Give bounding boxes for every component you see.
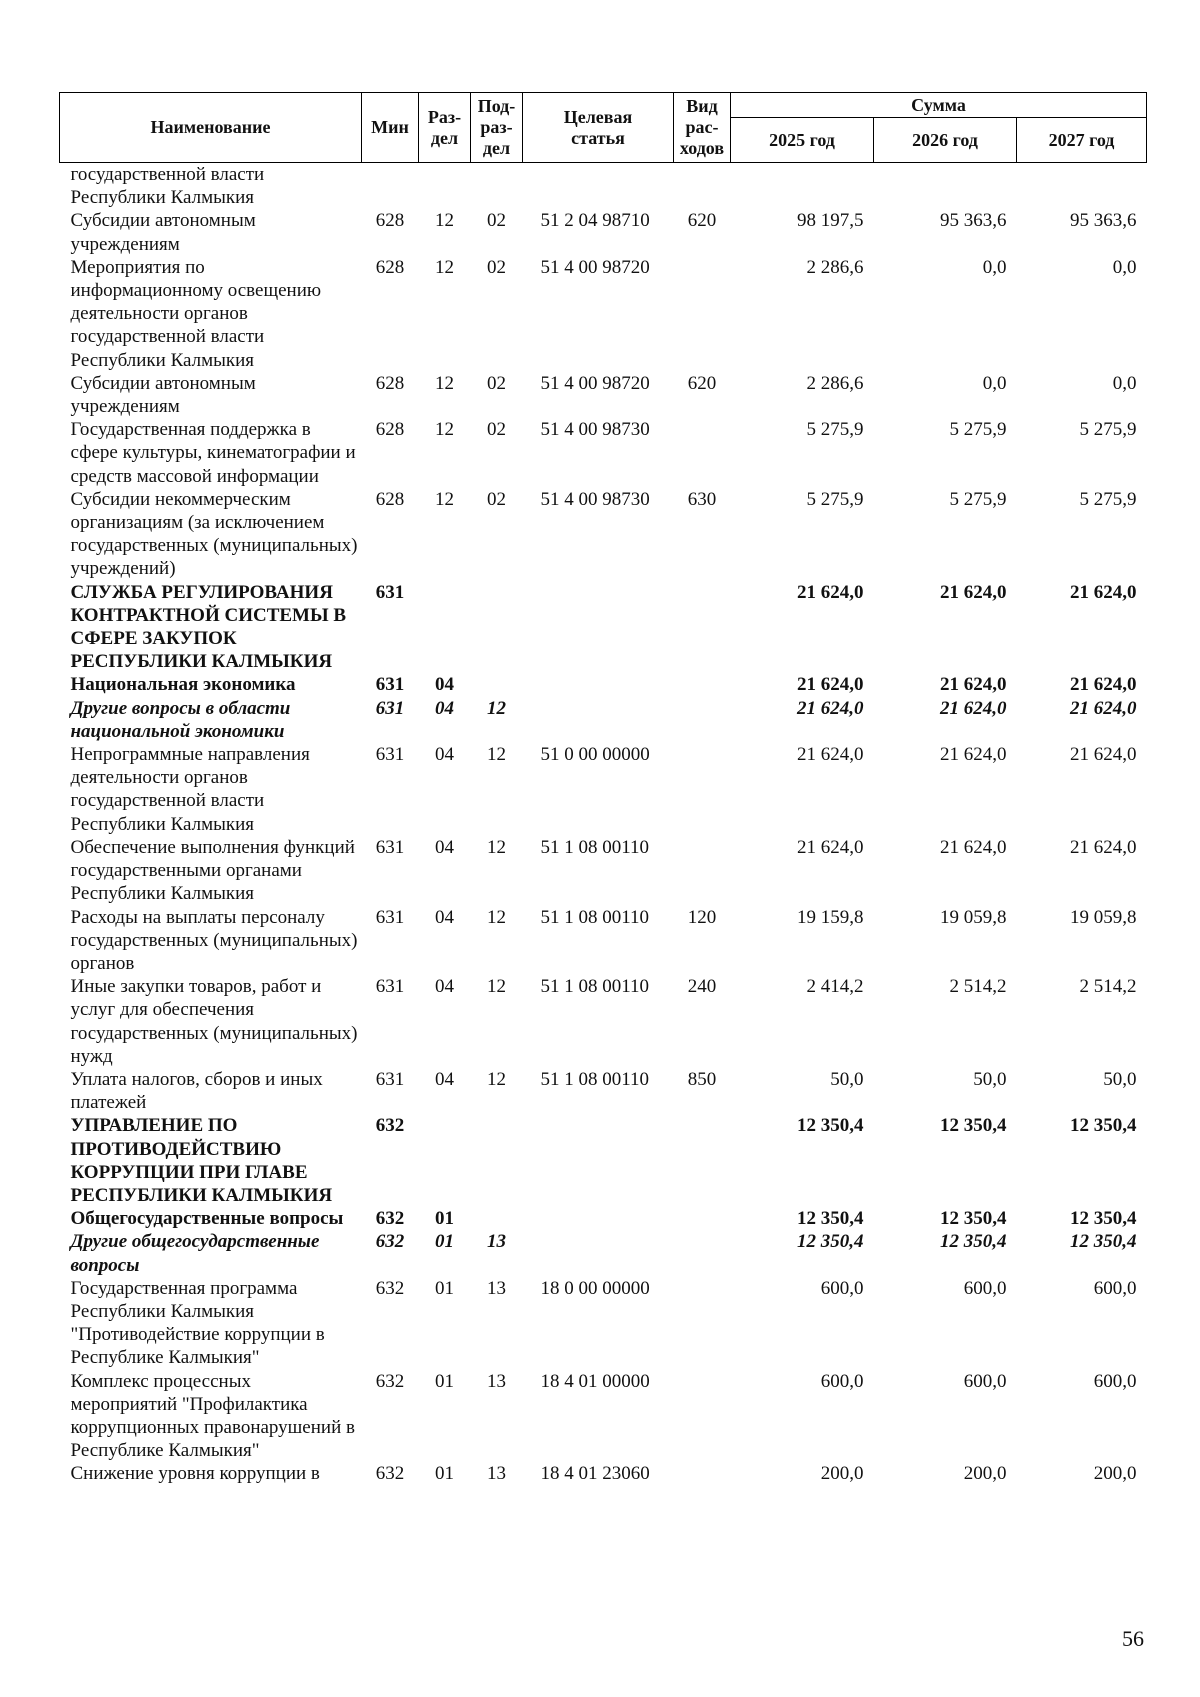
cell-sum-2025: 2 286,6 xyxy=(806,372,864,394)
cell-sum-2026: 21 624,0 xyxy=(940,581,1007,603)
header-vid: Вид рас- ходов xyxy=(674,93,731,163)
cell-razdel: 12 xyxy=(435,372,454,394)
cell-sum-2025 xyxy=(731,163,874,210)
cell-sum-2026: 12 350,4 xyxy=(940,1115,1007,1137)
table-row xyxy=(60,488,1147,581)
cell-podrazdel: 02 xyxy=(487,419,506,441)
header-podrazdel: Под- раз- дел xyxy=(471,93,523,163)
table-row xyxy=(60,1068,1147,1114)
cell-podrazdel: 12 xyxy=(487,836,506,858)
header-razdel: Раз- дел xyxy=(419,93,471,163)
cell-vid: 120 xyxy=(687,906,717,928)
cell-name: государственной власти Республики Калмыкия xyxy=(70,164,265,209)
cell-celevaya xyxy=(523,673,674,696)
cell-razdel: 04 xyxy=(435,744,454,766)
table-row xyxy=(60,1207,1147,1230)
cell-vid xyxy=(674,1207,731,1230)
table-row xyxy=(60,1370,1147,1463)
cell-sum-2027: 21 624,0 xyxy=(1070,697,1137,719)
cell-celevaya xyxy=(523,1230,674,1276)
cell-celevaya xyxy=(523,697,674,743)
cell-sum-2026: 600,0 xyxy=(963,1370,1007,1392)
table-body xyxy=(60,163,1147,1486)
table-header xyxy=(60,93,1147,163)
cell-name: Мероприятия по информационному освещению деятельности органов государственной власти Республики Калмыкия xyxy=(70,256,322,371)
cell-podrazdel: 12 xyxy=(487,906,506,928)
table-row xyxy=(60,256,1147,372)
cell-celevaya: 51 2 04 98710 xyxy=(540,210,650,232)
cell-podrazdel: 02 xyxy=(487,372,506,394)
cell-razdel: 04 xyxy=(435,976,454,998)
cell-vid: 620 xyxy=(687,372,717,394)
cell-sum-2027: 21 624,0 xyxy=(1070,836,1137,858)
cell-podrazdel: 02 xyxy=(487,488,506,510)
cell-sum-2026: 0,0 xyxy=(982,256,1007,278)
cell-min: 631 xyxy=(375,744,405,766)
cell-celevaya: 18 4 01 00000 xyxy=(540,1370,650,1392)
cell-podrazdel: 02 xyxy=(487,210,506,232)
cell-podrazdel: 12 xyxy=(487,697,506,719)
cell-sum-2026: 21 624,0 xyxy=(940,836,1007,858)
cell-vid xyxy=(674,1370,731,1463)
table-row xyxy=(60,697,1147,743)
cell-sum-2025: 200,0 xyxy=(820,1463,864,1485)
table-row xyxy=(60,1114,1147,1207)
cell-sum-2025: 12 350,4 xyxy=(797,1208,864,1230)
cell-sum-2025: 19 159,8 xyxy=(797,906,864,928)
page-number: 56 xyxy=(1122,1626,1144,1651)
cell-name: Расходы на выплаты персоналу государственных (муниципальных) органов xyxy=(70,906,358,974)
cell-razdel: 12 xyxy=(435,210,454,232)
cell-sum-2025: 600,0 xyxy=(820,1277,864,1299)
cell-razdel: 01 xyxy=(435,1463,454,1485)
cell-sum-2027 xyxy=(1017,163,1147,210)
cell-vid xyxy=(674,697,731,743)
cell-razdel: 01 xyxy=(435,1231,454,1253)
cell-celevaya: 51 1 08 00110 xyxy=(540,906,650,928)
cell-min: 631 xyxy=(375,906,405,928)
cell-min xyxy=(362,163,419,210)
cell-sum-2025: 21 624,0 xyxy=(797,581,864,603)
cell-sum-2026: 21 624,0 xyxy=(940,697,1007,719)
cell-min: 628 xyxy=(375,210,405,232)
cell-podrazdel: 12 xyxy=(487,976,506,998)
cell-razdel: 04 xyxy=(435,836,454,858)
cell-min: 628 xyxy=(375,419,405,441)
cell-min: 631 xyxy=(375,836,405,858)
cell-sum-2026: 12 350,4 xyxy=(940,1208,1007,1230)
cell-name: СЛУЖБА РЕГУЛИРОВАНИЯ КОНТРАКТНОЙ СИСТЕМЫ В СФЕРЕ ЗАКУПОК РЕСПУБЛИКИ КАЛМЫКИЯ xyxy=(70,581,347,673)
cell-sum-2027: 95 363,6 xyxy=(1070,210,1137,232)
cell-celevaya: 51 4 00 98720 xyxy=(540,372,650,394)
cell-podrazdel xyxy=(471,581,523,674)
cell-sum-2027: 5 275,9 xyxy=(1079,488,1137,510)
cell-name: Субсидии некоммерческим организациям (за исключением государственных (муниципальных) учреждений) xyxy=(70,488,358,580)
cell-celevaya: 18 0 00 00000 xyxy=(540,1277,650,1299)
cell-vid xyxy=(674,163,731,210)
cell-celevaya: 51 1 08 00110 xyxy=(540,836,650,858)
table-row xyxy=(60,581,1147,674)
cell-name: Непрограммные направления деятельности органов государственной власти Республики Калмыкия xyxy=(70,744,310,835)
cell-razdel: 04 xyxy=(435,1068,454,1090)
cell-razdel: 04 xyxy=(435,697,454,719)
cell-razdel: 04 xyxy=(435,674,454,696)
cell-name: Национальная экономика xyxy=(70,674,296,696)
cell-vid: 850 xyxy=(687,1068,717,1090)
cell-sum-2027: 21 624,0 xyxy=(1070,581,1137,603)
cell-sum-2026: 19 059,8 xyxy=(940,906,1007,928)
cell-celevaya xyxy=(523,1207,674,1230)
cell-sum-2026: 5 275,9 xyxy=(949,419,1007,441)
cell-razdel xyxy=(419,581,471,674)
cell-vid xyxy=(674,1462,731,1485)
cell-vid xyxy=(674,1277,731,1370)
header-year-2027: 2027 год xyxy=(1017,118,1147,163)
cell-podrazdel xyxy=(471,1114,523,1207)
cell-razdel xyxy=(419,163,471,210)
cell-sum-2026: 50,0 xyxy=(973,1068,1007,1090)
cell-vid xyxy=(674,673,731,696)
cell-podrazdel: 13 xyxy=(487,1370,506,1392)
cell-min: 628 xyxy=(375,256,405,278)
cell-sum-2026: 0,0 xyxy=(982,372,1007,394)
cell-podrazdel: 13 xyxy=(487,1277,506,1299)
cell-vid: 630 xyxy=(687,488,717,510)
cell-sum-2027: 200,0 xyxy=(1093,1463,1137,1485)
cell-podrazdel: 13 xyxy=(487,1463,506,1485)
cell-min: 632 xyxy=(375,1231,405,1253)
cell-vid: 240 xyxy=(687,976,717,998)
budget-table xyxy=(59,92,1147,1486)
cell-min: 631 xyxy=(375,674,405,696)
cell-sum-2026: 21 624,0 xyxy=(940,744,1007,766)
cell-celevaya: 18 4 01 23060 xyxy=(540,1463,650,1485)
cell-vid xyxy=(674,836,731,906)
cell-podrazdel xyxy=(471,163,523,210)
cell-razdel xyxy=(419,1114,471,1207)
cell-sum-2025: 21 624,0 xyxy=(797,836,864,858)
cell-name: Государственная поддержка в сфере культуры, кинематографии и средств массовой информации xyxy=(70,419,356,487)
table-row xyxy=(60,209,1147,255)
cell-celevaya: 51 4 00 98730 xyxy=(540,488,650,510)
cell-razdel: 01 xyxy=(435,1277,454,1299)
cell-sum-2026: 600,0 xyxy=(963,1277,1007,1299)
cell-min: 632 xyxy=(375,1115,405,1137)
cell-vid: 620 xyxy=(687,210,717,232)
cell-sum-2027: 600,0 xyxy=(1093,1370,1137,1392)
cell-razdel: 01 xyxy=(435,1208,454,1230)
cell-name: Общегосударственные вопросы xyxy=(70,1208,344,1230)
cell-celevaya: 51 1 08 00110 xyxy=(540,976,650,998)
table-row xyxy=(60,418,1147,488)
cell-name: Субсидии автономным учреждениям xyxy=(70,210,256,255)
cell-min: 632 xyxy=(375,1277,405,1299)
cell-sum-2025: 21 624,0 xyxy=(797,674,864,696)
table-row xyxy=(60,906,1147,976)
cell-sum-2027: 600,0 xyxy=(1093,1277,1137,1299)
table-row xyxy=(60,975,1147,1068)
cell-sum-2025: 50,0 xyxy=(830,1068,864,1090)
cell-name: Уплата налогов, сборов и иных платежей xyxy=(70,1068,323,1114)
cell-celevaya: 51 0 00 00000 xyxy=(540,744,650,766)
cell-sum-2027: 19 059,8 xyxy=(1070,906,1137,928)
table-row xyxy=(60,163,1147,210)
cell-vid xyxy=(674,743,731,836)
cell-min: 631 xyxy=(375,697,405,719)
cell-sum-2027: 21 624,0 xyxy=(1070,744,1137,766)
cell-sum-2025: 2 414,2 xyxy=(806,976,864,998)
cell-sum-2025: 12 350,4 xyxy=(797,1115,864,1137)
cell-sum-2026: 95 363,6 xyxy=(940,210,1007,232)
cell-sum-2025: 98 197,5 xyxy=(797,210,864,232)
cell-podrazdel xyxy=(471,673,523,696)
cell-razdel: 12 xyxy=(435,256,454,278)
header-summa: Сумма xyxy=(731,93,1147,118)
header-min: Мин xyxy=(362,93,419,163)
cell-vid xyxy=(674,418,731,488)
table-row xyxy=(60,743,1147,836)
table-row xyxy=(60,372,1147,418)
header-year-2025: 2025 год xyxy=(731,118,874,163)
cell-min: 631 xyxy=(375,1068,405,1090)
cell-vid xyxy=(674,1230,731,1276)
cell-celevaya xyxy=(523,1114,674,1207)
cell-min: 632 xyxy=(375,1463,405,1485)
cell-celevaya xyxy=(523,581,674,674)
cell-sum-2027: 0,0 xyxy=(1112,256,1137,278)
table-row xyxy=(60,1462,1147,1485)
cell-sum-2027: 12 350,4 xyxy=(1070,1115,1137,1137)
cell-celevaya: 51 4 00 98720 xyxy=(540,256,650,278)
cell-podrazdel: 12 xyxy=(487,744,506,766)
table-row xyxy=(60,673,1147,696)
cell-sum-2026: 5 275,9 xyxy=(949,488,1007,510)
cell-min: 628 xyxy=(375,488,405,510)
cell-sum-2026: 21 624,0 xyxy=(940,674,1007,696)
cell-sum-2025: 600,0 xyxy=(820,1370,864,1392)
cell-name: Другие вопросы в области национальной экономики xyxy=(70,697,291,742)
cell-sum-2027: 50,0 xyxy=(1103,1068,1137,1090)
cell-name: Обеспечение выполнения функций государственными органами Республики Калмыкия xyxy=(70,836,355,905)
cell-sum-2027: 2 514,2 xyxy=(1079,976,1137,998)
cell-vid xyxy=(674,1114,731,1207)
table-row xyxy=(60,1277,1147,1370)
cell-podrazdel: 02 xyxy=(487,256,506,278)
header-name: Наименование xyxy=(60,93,362,163)
cell-name: Иные закупки товаров, работ и услуг для обеспечения государственных (муниципальных) нужд xyxy=(70,976,358,1067)
cell-podrazdel: 13 xyxy=(487,1231,506,1253)
cell-sum-2027: 0,0 xyxy=(1112,372,1137,394)
cell-min: 631 xyxy=(375,581,405,603)
cell-sum-2027: 21 624,0 xyxy=(1070,674,1137,696)
cell-razdel: 12 xyxy=(435,488,454,510)
cell-sum-2027: 12 350,4 xyxy=(1070,1231,1137,1253)
cell-razdel: 01 xyxy=(435,1370,454,1392)
cell-name: Другие общегосударственные вопросы xyxy=(70,1231,320,1276)
cell-razdel: 12 xyxy=(435,419,454,441)
cell-min: 632 xyxy=(375,1370,405,1392)
cell-name: УПРАВЛЕНИЕ ПО ПРОТИВОДЕЙСТВИЮ КОРРУПЦИИ ПРИ ГЛАВЕ РЕСПУБЛИКИ КАЛМЫКИЯ xyxy=(70,1115,333,1206)
cell-celevaya: 51 1 08 00110 xyxy=(540,1068,650,1090)
cell-name: Снижение уровня коррупции в xyxy=(70,1463,320,1485)
header-celevaya: Целевая статья xyxy=(523,93,674,163)
cell-sum-2026 xyxy=(874,163,1017,210)
table-row xyxy=(60,836,1147,906)
cell-sum-2025: 21 624,0 xyxy=(797,697,864,719)
table-row xyxy=(60,1230,1147,1276)
cell-sum-2025: 5 275,9 xyxy=(806,488,864,510)
cell-min: 631 xyxy=(375,976,405,998)
cell-sum-2025: 21 624,0 xyxy=(797,744,864,766)
cell-vid xyxy=(674,581,731,674)
cell-sum-2027: 5 275,9 xyxy=(1079,419,1137,441)
cell-celevaya: 51 4 00 98730 xyxy=(540,419,650,441)
cell-sum-2025: 5 275,9 xyxy=(806,419,864,441)
cell-name: Субсидии автономным учреждениям xyxy=(70,372,256,418)
cell-vid xyxy=(674,256,731,372)
cell-razdel: 04 xyxy=(435,906,454,928)
cell-min: 632 xyxy=(375,1208,405,1230)
cell-sum-2026: 12 350,4 xyxy=(940,1231,1007,1253)
cell-name: Государственная программа Республики Калмыкия "Противодействие коррупции в Республике Калмыкия" xyxy=(70,1277,325,1369)
cell-name: Комплекс процессных мероприятий "Профилактика коррупционных правонарушений в Республике Калмыкия" xyxy=(70,1370,355,1462)
cell-podrazdel: 12 xyxy=(487,1068,506,1090)
cell-podrazdel xyxy=(471,1207,523,1230)
header-year-2026: 2026 год xyxy=(874,118,1017,163)
cell-sum-2025: 12 350,4 xyxy=(797,1231,864,1253)
cell-sum-2026: 200,0 xyxy=(963,1463,1007,1485)
cell-sum-2026: 2 514,2 xyxy=(949,976,1007,998)
cell-sum-2025: 2 286,6 xyxy=(806,256,864,278)
cell-sum-2027: 12 350,4 xyxy=(1070,1208,1137,1230)
cell-celevaya xyxy=(523,163,674,210)
cell-min: 628 xyxy=(375,372,405,394)
